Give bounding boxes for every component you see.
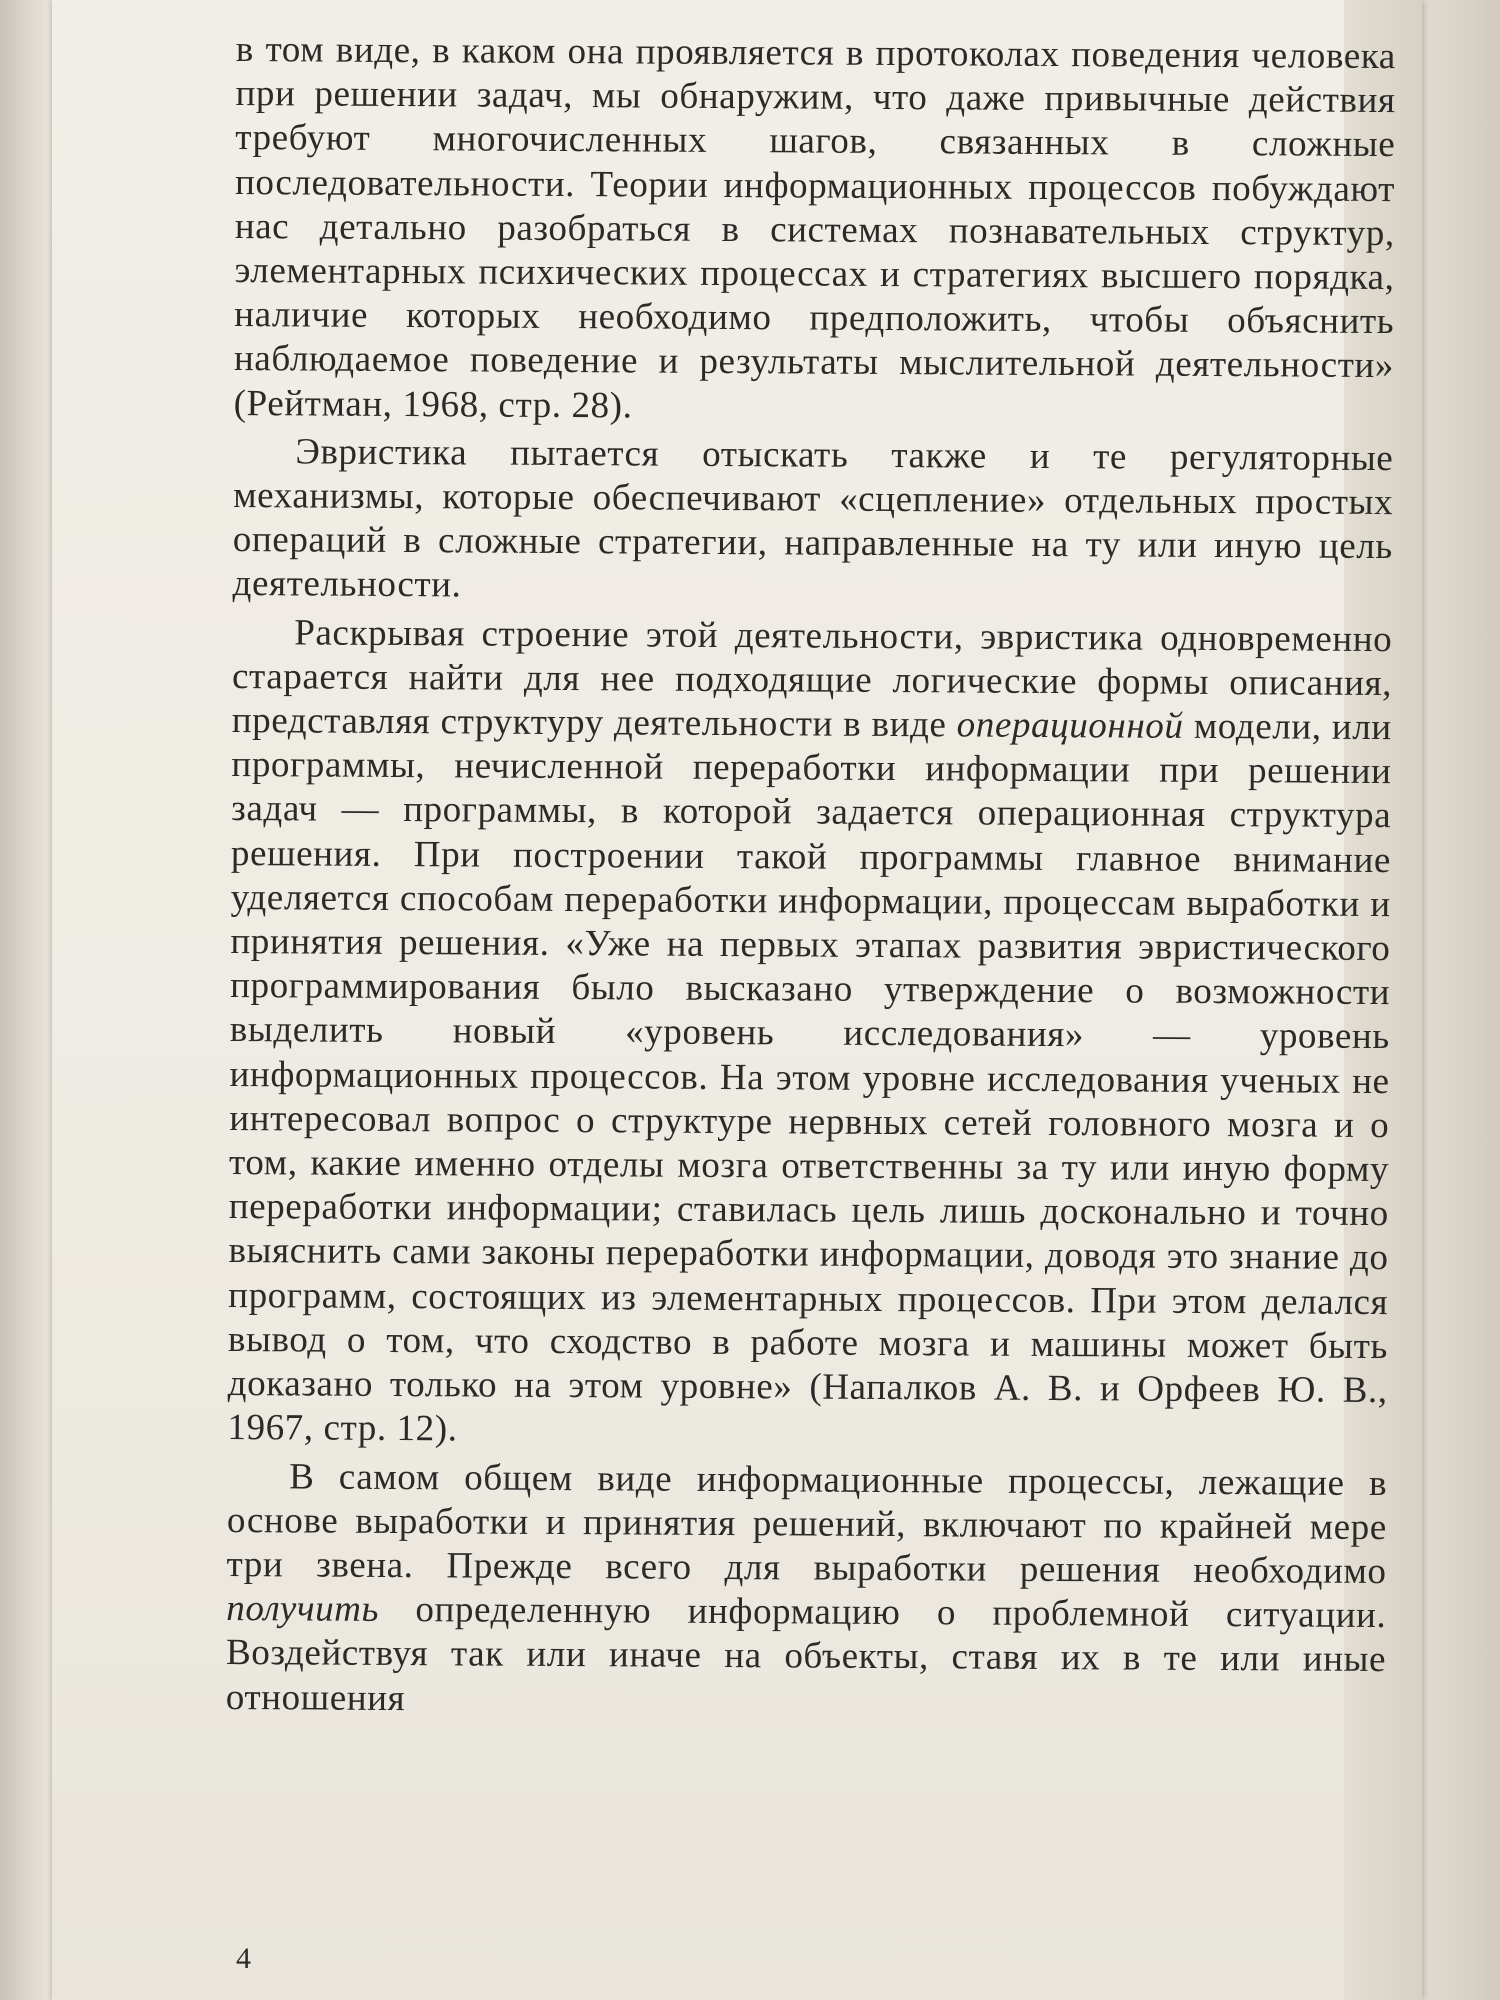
page-body-text (226, 28, 1396, 1727)
paragraph-3-text-start: Раскрывая строение этой деятельности, эвристика одновременно старается найти для нее подходящие логические формы описания, представляя структуру деятельности в виде (231, 612, 1393, 746)
paragraph-4-text-start: В самом общем виде информационные процессы, лежащие в основе выработки и принятия решений, включают по крайней мере три звена. Прежде всего для выработки решения необходимо (226, 1455, 1388, 1592)
paragraph-4-italic-term: получить (226, 1588, 380, 1631)
paragraph-3-text-end: модели, или программы, нечисленной переработки информации при решении задач — программы, в которой задается операционная структура решения. При построении такой программы главное внимание уделяется способам переработки информации, процессам выработки и принятия решения. «Уже на первых этапах развития эвристического программирования было высказано утверждение о возможности выделить новый «уровень исследования» — уровень информационных процессов. На этом уровне исследования ученых не интересовал вопрос о структуре нервных сетей головного мозга и о том, какие именно отделы мозга ответственны за ту или иную форму переработки информации; ставилась цель лишь досконально и точно выяснить сами законы переработки информации, доводя это знание до программ, состоящих из элементарных процессов. При этом делался вывод о том, что сходство в работе мозга и машины может быть доказано только на этом уровне» (Напалков А. В. и Орфеев Ю. В., 1967, стр. 12). (227, 705, 1392, 1450)
paragraph-1-text: в том виде, в каком она проявляется в протоколах поведения человека при решении задач, мы обнаружим, что даже привычные действия требуют многочисленных шагов, связанных в сложные последовательности. Теории информационных процессов побуждают нас детально разобраться в системах познавательных структур, элементарных психических процессах и стратегиях высшего порядка, наличие которых необходимо предположить, чтобы объяснить наблюдаемое поведение и результаты мыслительной деятельности» (Рейтман, 1968, стр. 28). (233, 28, 1396, 427)
paragraph-3-italic-term: операционной (956, 704, 1184, 747)
paragraph-4-text-end: определенную информацию о проблемной ситуации. Воздействуя так или иначе на объекты, ставя их в те или иные отношения (225, 1589, 1387, 1719)
paragraph-2 (232, 430, 1393, 614)
paragraph-1 (234, 28, 1396, 433)
paragraph-2-text: Эвристика пытается отыскать также и те регуляторные механизмы, которые обеспечивают «сцепление» отдельных простых операций в сложные стратегии, направленные на ту или иную цель деятельности. (232, 431, 1394, 606)
paragraph-4 (226, 1454, 1388, 1726)
page-number: 4 (236, 1942, 251, 1975)
paragraph-3 (227, 611, 1392, 1458)
